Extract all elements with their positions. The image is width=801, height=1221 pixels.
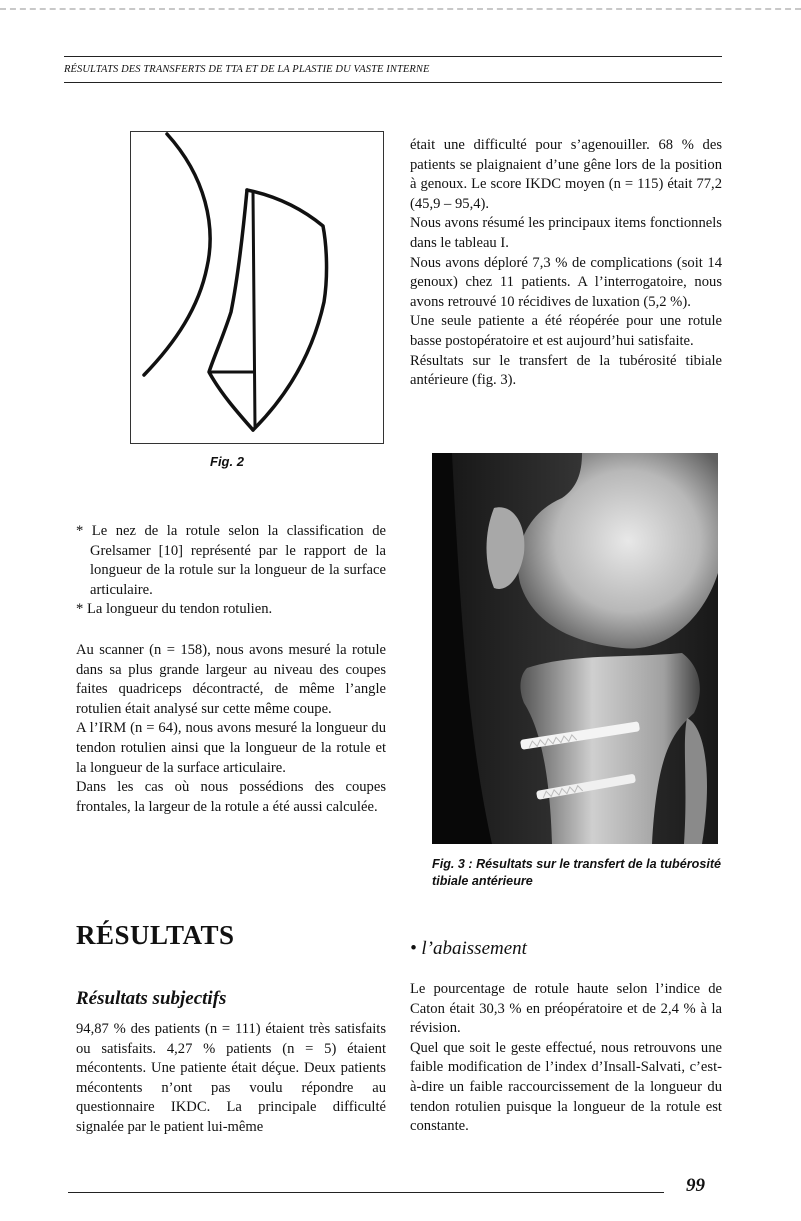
paragraph: était une difficulté pour s’agenouiller. 68 % des patients se plaignaient d’une gêne lors de la position à genoux. Le score IKDC moyen (n = 115) était 77,2 (45,9 – 95,4). [410, 137, 722, 212]
figure-2-caption: Fig. 2 [210, 454, 244, 469]
running-header: RÉSULTATS DES TRANSFERTS DE TTA ET DE LA PLASTIE DU VASTE INTERNE [64, 64, 430, 75]
footer-rule [68, 1192, 664, 1193]
paragraph: A l’IRM (n = 64), nous avons mesuré la longueur du tendon rotulien ainsi que la longueur de la rotule et la longueur de la surface articulaire. [76, 720, 386, 776]
paragraph: Au scanner (n = 158), nous avons mesuré la rotule dans sa plus grande largeur au niveau des coupes faites quadriceps décontracté, de même l’angle rotulien était analysé sur cette même coupe. [76, 642, 386, 717]
paragraph: Une seule patiente a été réopérée pour une rotule basse postopératoire et est aujourd’hui satisfaite. [410, 313, 722, 349]
bullet-item: * Le nez de la rotule selon la classification de Grelsamer [10] représenté par le rapport de la longueur de la rotule sur la longueur de la surface articulaire. [76, 523, 386, 598]
paragraph: Le pourcentage de rotule haute selon l’indice de Caton était 30,3 % en préopératoire et de 2,4 % à la révision. [410, 981, 722, 1037]
patella-outline-drawing [131, 132, 383, 443]
subsection-title: Résultats subjectifs [76, 988, 227, 1009]
bullet-heading: • l’abaissement [410, 938, 527, 959]
paragraph: Quel que soit le geste effectué, nous retrouvons une faible modification de l’index d’Insall-Salvati, c’est-à-dire un faible raccourcissement de la longueur du tendon rotulien puisque la longueur de la rotule est constante. [410, 1039, 722, 1135]
header-rule-bottom [64, 82, 722, 83]
figure-3-radiograph [432, 453, 718, 844]
header-rule-top [64, 56, 722, 57]
knee-xray-image [432, 453, 718, 844]
bullet-item: * La longueur du tendon rotulien. [76, 601, 273, 618]
section-paragraph: 94,87 % des patients (n = 111) étaient très satisfaits ou satisfaits. 4,27 % patients (n = 5) étaient mécontents. Une patiente était déçue. Deux patients mécontents n’ont pas voulu répondre au questionnaire IKDC. La principale difficulté signalée par le patient lui-même [76, 1021, 386, 1135]
patella-axis-line [253, 192, 255, 428]
left-column-text [76, 641, 386, 817]
paragraph: Nous avons résumé les principaux items fonctionnels dans le tableau I. [410, 215, 722, 251]
figure-2-drawing [130, 131, 384, 444]
left-column-bullets [76, 522, 386, 620]
right-column-text-bottom [410, 980, 722, 1137]
right-column-text-top [410, 136, 722, 391]
paragraph: Résultats sur le transfert de la tubérosité tibiale antérieure (fig. 3). [410, 352, 722, 389]
section-title: RÉSULTATS [76, 920, 235, 950]
page-number: 99 [686, 1175, 705, 1196]
paragraph: Dans les cas où nous possédions des coupes frontales, la largeur de la rotule a été aussi calculée. [76, 779, 386, 815]
paragraph: Nous avons déploré 7,3 % de complications (soit 14 genoux) chez 11 patients. A l’interrogatoire, nous avons retrouvé 10 récidives de luxation (5,2 %). [410, 254, 722, 310]
femur-contour [144, 134, 210, 375]
top-dashed-border [0, 8, 801, 10]
figure-3-caption: Fig. 3 : Résultats sur le transfert de la tubérosité tibiale antérieure [432, 857, 722, 888]
patella-posterior-contour [209, 190, 253, 430]
patella-anterior-contour [247, 190, 327, 430]
